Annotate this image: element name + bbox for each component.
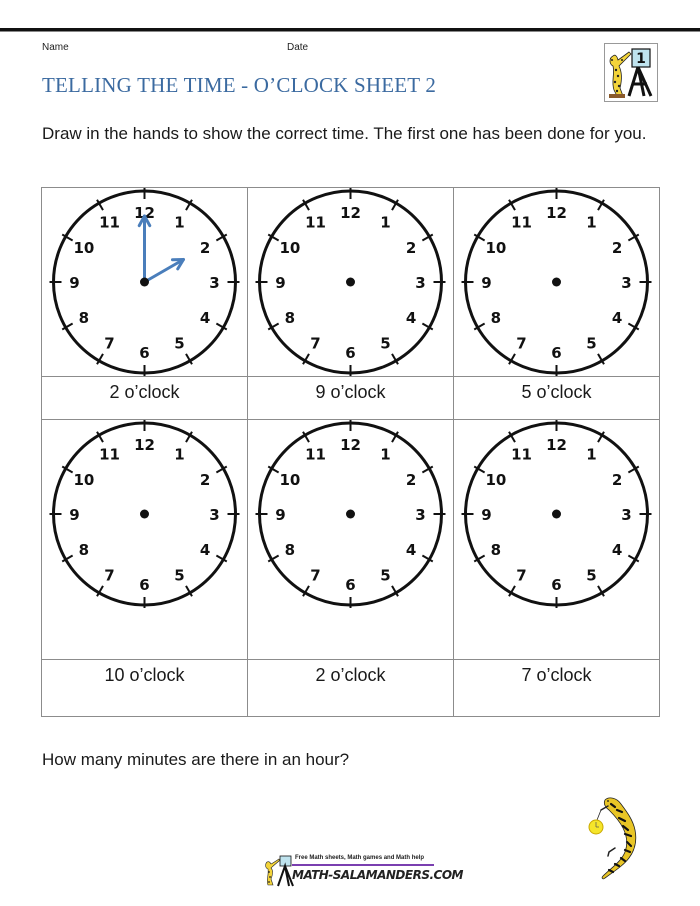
clock-number: 7 xyxy=(516,566,527,585)
clock-number: 11 xyxy=(511,213,532,232)
clock-label: 2 o’clock xyxy=(109,382,180,402)
clock-number: 8 xyxy=(490,309,502,327)
clock-number: 1 xyxy=(380,445,391,464)
clock-face-icon xyxy=(42,188,247,376)
svg-text:1: 1 xyxy=(636,51,646,67)
clock-number: 1 xyxy=(586,445,597,464)
clock-center-dot xyxy=(552,510,561,519)
clock-number: 12 xyxy=(546,436,567,454)
clock-number: 9 xyxy=(481,274,492,292)
clock-number: 4 xyxy=(405,309,417,327)
clock-number: 5 xyxy=(586,334,597,353)
clock-number: 2 xyxy=(199,471,211,489)
clock-center-dot xyxy=(346,510,355,519)
clock-number: 3 xyxy=(209,274,220,292)
clock-cell-6[interactable] xyxy=(454,420,660,660)
clock-center-dot xyxy=(346,278,355,287)
question-text: How many minutes are there in an hour? xyxy=(42,750,350,769)
clock-number: 6 xyxy=(139,576,150,594)
clock-number: 5 xyxy=(380,566,391,585)
clock-number: 6 xyxy=(551,344,562,362)
clock-label-cell-6 xyxy=(454,660,660,717)
clock-number: 11 xyxy=(305,445,326,464)
salamander-logo xyxy=(604,43,658,102)
clock-number: 6 xyxy=(345,576,356,594)
clock-center-dot xyxy=(552,278,561,287)
clock-number: 3 xyxy=(209,506,220,524)
clock-number: 11 xyxy=(99,213,120,232)
clock-number: 10 xyxy=(279,239,301,257)
clock-number: 4 xyxy=(199,541,211,559)
footer-divider xyxy=(292,864,434,866)
clock-number: 4 xyxy=(611,309,623,327)
clock-label-cell-3 xyxy=(454,377,660,420)
clock-number: 2 xyxy=(405,239,417,257)
clock-number: 7 xyxy=(310,566,321,585)
name-label: Name xyxy=(42,42,69,53)
clock-cell-4[interactable] xyxy=(42,420,248,660)
clock-face-icon xyxy=(454,188,659,376)
clock-number: 11 xyxy=(99,445,120,464)
clock-center-dot xyxy=(140,278,149,287)
clock-number: 3 xyxy=(415,274,426,292)
clock-number: 10 xyxy=(485,239,507,257)
date-label: Date xyxy=(287,42,309,53)
clock-label: 10 o’clock xyxy=(104,665,185,685)
clock-label-cell-2 xyxy=(248,377,454,420)
clock-number: 11 xyxy=(511,445,532,464)
clock-number: 8 xyxy=(78,541,90,559)
clock-number: 1 xyxy=(586,213,597,232)
clock-number: 12 xyxy=(340,436,361,454)
clock-number: 11 xyxy=(305,213,326,232)
clock-cell-3[interactable] xyxy=(454,188,660,377)
clock-number: 10 xyxy=(73,471,95,489)
clock-number: 4 xyxy=(611,541,623,559)
clock-number: 7 xyxy=(516,334,527,353)
clock-number: 4 xyxy=(405,541,417,559)
clock-label: 2 o’clock xyxy=(315,665,386,685)
clock-number: 7 xyxy=(104,334,115,353)
clock-number: 10 xyxy=(73,239,95,257)
instructions: Draw in the hands to show the correct time. The first one has been done for you. xyxy=(42,124,647,143)
hour-hand-icon xyxy=(145,260,184,283)
clock-number: 6 xyxy=(345,344,356,362)
clock-number: 8 xyxy=(284,541,296,559)
clock-cell-1[interactable] xyxy=(42,188,248,377)
clock-number: 5 xyxy=(174,334,185,353)
clock-number: 2 xyxy=(611,471,623,489)
clock-face-icon xyxy=(248,188,453,376)
clock-label-cell-1 xyxy=(42,377,248,420)
clock-label-cell-4 xyxy=(42,660,248,717)
clock-number: 2 xyxy=(405,471,417,489)
clock-label-cell-5 xyxy=(248,660,454,717)
clock-number: 8 xyxy=(284,309,296,327)
clock-number: 3 xyxy=(621,274,632,292)
salamander-easel-icon xyxy=(262,854,296,888)
top-rule xyxy=(0,28,700,31)
clock-number: 3 xyxy=(621,506,632,524)
clock-number: 7 xyxy=(310,334,321,353)
clock-cell-2[interactable] xyxy=(248,188,454,377)
clock-number: 9 xyxy=(275,506,286,524)
clock-number: 12 xyxy=(546,204,567,222)
clock-number: 10 xyxy=(485,471,507,489)
clock-number: 7 xyxy=(104,566,115,585)
clock-label: 9 o’clock xyxy=(315,382,386,402)
clock-number: 9 xyxy=(69,506,80,524)
clock-number: 5 xyxy=(586,566,597,585)
clock-number: 8 xyxy=(490,541,502,559)
clock-label: 5 o’clock xyxy=(521,382,592,402)
clock-number: 2 xyxy=(199,239,211,257)
clock-label: 7 o’clock xyxy=(521,665,592,685)
footer-tagline: Free Math sheets, Math games and Math help xyxy=(295,855,425,861)
clock-number: 2 xyxy=(611,239,623,257)
clock-face-icon xyxy=(248,420,453,608)
clock-number: 5 xyxy=(380,334,391,353)
clock-number: 9 xyxy=(275,274,286,292)
clock-number: 6 xyxy=(139,344,150,362)
clock-number: 5 xyxy=(174,566,185,585)
clock-number: 3 xyxy=(415,506,426,524)
clock-number: 1 xyxy=(174,445,185,464)
clock-number: 8 xyxy=(78,309,90,327)
clock-number: 10 xyxy=(279,471,301,489)
salamander-easel-icon xyxy=(605,44,657,101)
footer-brand-link[interactable]: MATH-SALAMANDERS.COM xyxy=(292,868,463,882)
clock-number: 12 xyxy=(340,204,361,222)
clock-face-icon xyxy=(454,420,659,608)
clock-number: 4 xyxy=(199,309,211,327)
clock-number: 1 xyxy=(174,213,185,232)
clock-grid xyxy=(41,187,660,717)
clock-number: 1 xyxy=(380,213,391,232)
page-title: TELLING THE TIME - O’CLOCK SHEET 2 xyxy=(42,73,437,97)
salamander-with-clock-icon xyxy=(575,792,655,884)
clock-center-dot xyxy=(140,510,149,519)
clock-cell-5[interactable] xyxy=(248,420,454,660)
clock-number: 12 xyxy=(134,436,155,454)
clock-number: 12 xyxy=(134,204,155,222)
clock-face-icon xyxy=(42,420,247,608)
clock-number: 6 xyxy=(551,576,562,594)
clock-number: 9 xyxy=(69,274,80,292)
clock-number: 9 xyxy=(481,506,492,524)
minute-hand-icon xyxy=(139,216,150,282)
